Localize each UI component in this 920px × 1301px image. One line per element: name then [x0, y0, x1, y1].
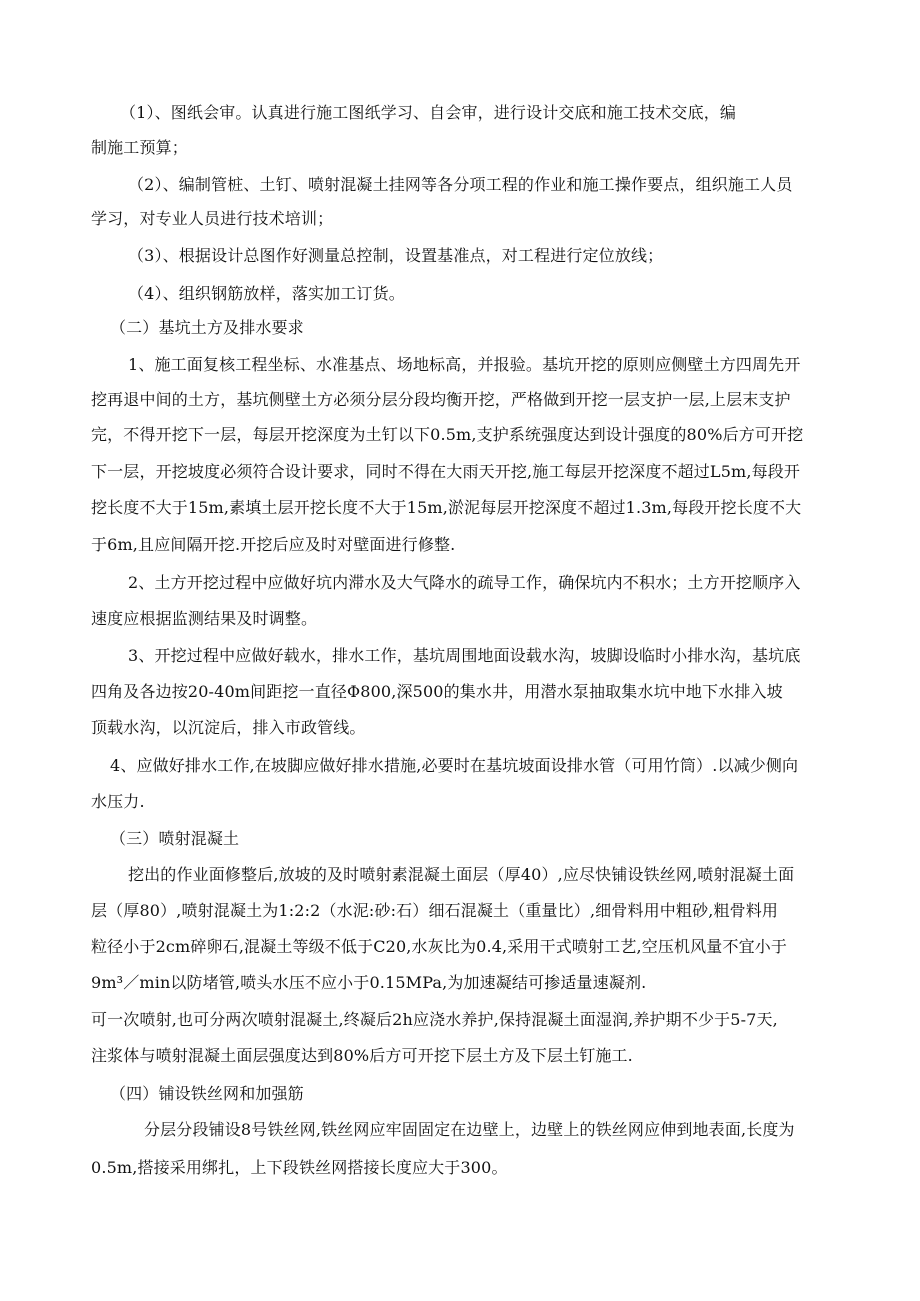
text-line: 顶载水沟，以沉淀后，排入市政管线。: [91, 718, 366, 737]
text-line: 完，不得开挖下一层，每层开挖深度为土钉以下0.5m,支护系统强度达到设计强度的80%后方可开挖: [91, 425, 804, 444]
text-line: 1、施工面复核工程坐标、水准基点、场地标高，并报验。基坑开挖的原则应侧壁土方四周先开: [128, 355, 801, 374]
text-line: 水压力.: [91, 792, 145, 811]
section-heading: （四）铺设铁丝网和加强筋: [110, 1084, 304, 1103]
text-line: （1）、图纸会审。认真进行施工图纸学习、自会审，进行设计交底和施工技术交底，编: [120, 103, 737, 122]
text-line: 0.5m,搭接采用绑扎，上下段铁丝网搭接长度应大于300。: [91, 1158, 508, 1177]
text-line: 注浆体与喷射混凝土面层强度达到80%后方可开挖下层土方及下层土钉施工.: [91, 1046, 633, 1065]
text-line: 四角及各边按20-40m间距挖一直径Φ800,深500的集水井，用潜水泵抽取集水坑中地下水排入坡: [91, 682, 783, 701]
text-line: 挖出的作业面修整后,放坡的及时喷射素混凝土面层（厚40）,应尽快铺设铁丝网,喷射混凝土面: [128, 865, 795, 884]
text-line: （4）、组织钢筋放样，落实加工订货。: [128, 284, 405, 303]
text-line: 制施工预算；: [91, 138, 188, 157]
section-heading: （二）基坑土方及排水要求: [110, 318, 304, 337]
text-line: 2、土方开挖过程中应做好坑内滞水及大气降水的疏导工作，确保坑内不积水；土方开挖顺序入: [128, 573, 801, 592]
text-line: 挖再退中间的土方，基坑侧壁土方必须分层分段均衡开挖，严格做到开挖一层支护一层,上层末支护: [91, 390, 791, 409]
text-line: 粒径小于2cm碎卵石,混凝土等级不低于C20,水灰比为0.4,采用干式喷射工艺,空压机风量不宜小于: [91, 937, 788, 956]
text-line: 学习，对专业人员进行技术培训；: [91, 209, 334, 228]
text-line: 挖长度不大于15m,素填土层开挖长度不大于15m,淤泥每层开挖深度不超过1.3m,每段开挖长度不大: [91, 498, 802, 517]
text-line: 3、开挖过程中应做好载水，排水工作，基坑周围地面设载水沟，坡脚设临时小排水沟，基坑底: [128, 646, 801, 665]
text-line: 下一层，开挖坡度必须符合设计要求，同时不得在大雨天开挖,施工每层开挖深度不超过L5m,每段开: [91, 462, 801, 481]
text-line: 分层分段铺设8号铁丝网,铁丝网应牢固固定在边壁上，边壁上的铁丝网应伸到地表面,长度为: [144, 1120, 795, 1139]
text-line: （3）、根据设计总图作好测量总控制，设置基准点，对工程进行定位放线；: [128, 246, 664, 265]
text-line: 9m³／min以防堵管,喷头水压不应小于0.15MPa,为加速凝结可掺适量速凝剂.: [91, 973, 647, 992]
text-line: 4、应做好排水工作,在坡脚应做好排水措施,必要时在基坑坡面设排水管（可用竹筒）.以减少侧向: [110, 756, 799, 775]
text-line: 层（厚80）,喷射混凝土为1:2:2（水泥:砂:石）细石混凝土（重量比）,细骨料用中粗砂,粗骨料用: [91, 901, 779, 920]
text-line: 速度应根据监测结果及时调整。: [91, 609, 318, 628]
section-heading: （三）喷射混凝土: [110, 829, 240, 848]
text-line: 于6m,且应间隔开挖.开挖后应及时对壁面进行修整.: [91, 535, 456, 554]
text-line: 可一次喷射,也可分两次喷射混凝土,终凝后2h应浇水养护,保持混凝土面湿润,养护期不少于5-7天,: [91, 1010, 778, 1029]
text-line: （2）、编制管桩、土钉、喷射混凝土挂网等各分项工程的作业和施工操作要点，组织施工人员: [128, 175, 793, 194]
